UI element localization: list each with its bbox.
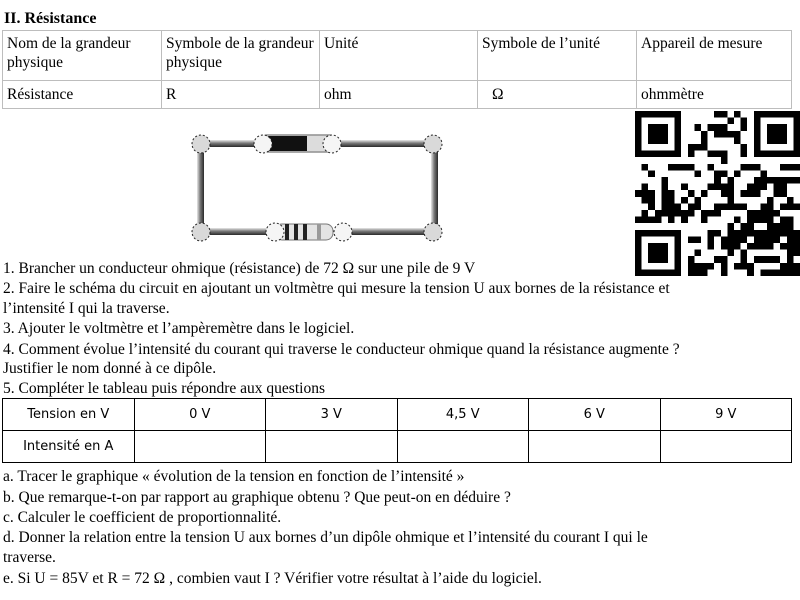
table-cell: R: [162, 81, 320, 109]
table-cell: 6 V: [529, 399, 661, 431]
header-cell: Unité: [320, 31, 478, 81]
battery-icon: [263, 135, 333, 152]
table-row: [3, 431, 792, 463]
subquestion-c: c. Calculer le coefficient de proportionnalité.: [3, 509, 282, 526]
answer-cell[interactable]: [660, 431, 792, 463]
header-cell: Nom de la grandeur physique: [3, 31, 162, 81]
subquestion-d-line-2: traverse.: [3, 549, 56, 566]
table-header-row: [3, 31, 792, 81]
answer-cell[interactable]: [529, 431, 661, 463]
table-cell: 9 V: [660, 399, 792, 431]
subquestion-e: e. Si U = 85V et R = 72 Ω , combien vaut I ? Vérifier votre résultat à l’aide du logiciel.: [3, 570, 542, 587]
qr-code-icon: [635, 111, 800, 276]
question-4-line-2: Justifier le nom donné à ce dipôle.: [3, 360, 217, 377]
question-3: 3. Ajouter le voltmètre et l’ampèremètre dans le logiciel.: [3, 320, 355, 337]
subquestion-a: a. Tracer le graphique « évolution de la tension en fonction de l’intensité »: [3, 468, 465, 485]
table-cell: Ω: [478, 81, 637, 109]
question-5: 5. Compléter le tableau puis répondre aux questions: [3, 380, 325, 397]
question-4-line-1: 4. Comment évolue l’intensité du courant qui traverse le conducteur ohmique quand la résistance augmente ?: [3, 341, 680, 358]
question-2-line-1: 2. Faire le schéma du circuit en ajoutant un voltmètre qui mesure la tension U aux bornes de la résistance et: [3, 280, 670, 297]
subquestion-b: b. Que remarque-t-on par rapport au graphique obtenu ? Que peut-on en déduire ?: [3, 489, 511, 506]
table-cell: Intensité en A: [3, 431, 135, 463]
circuit-diagram: [185, 128, 450, 250]
header-cell: Symbole de la grandeur physique: [162, 31, 320, 81]
subquestion-d-line-1: d. Donner la relation entre la tension U aux bornes d’un dipôle ohmique et l’intensité du courant I qui le: [3, 529, 648, 546]
table-cell: 4,5 V: [397, 399, 529, 431]
table-row: [3, 81, 792, 109]
table-cell: Tension en V: [3, 399, 135, 431]
table-cell: ohmmètre: [637, 81, 792, 109]
table-cell: Résistance: [3, 81, 162, 109]
table-row: [3, 399, 792, 431]
section-title: II. Résistance: [4, 10, 97, 27]
table-cell: 3 V: [266, 399, 398, 431]
question-2-line-2: l’intensité I qui la traverse.: [3, 300, 170, 317]
question-1: 1. Brancher un conducteur ohmique (résistance) de 72 Ω sur une pile de 9 V: [3, 260, 476, 277]
wire: [201, 228, 273, 235]
wire: [197, 144, 204, 232]
answer-cell[interactable]: [397, 431, 529, 463]
measurement-table: [2, 398, 792, 463]
wire: [335, 140, 433, 147]
wire: [431, 144, 438, 232]
table-cell: ohm: [320, 81, 478, 109]
answer-cell[interactable]: [266, 431, 398, 463]
table-cell: 0 V: [134, 399, 266, 431]
header-cell: Symbole de l’unité: [478, 31, 637, 81]
answer-cell[interactable]: [134, 431, 266, 463]
header-cell: Appareil de mesure: [637, 31, 792, 81]
quantity-table: [2, 30, 792, 109]
